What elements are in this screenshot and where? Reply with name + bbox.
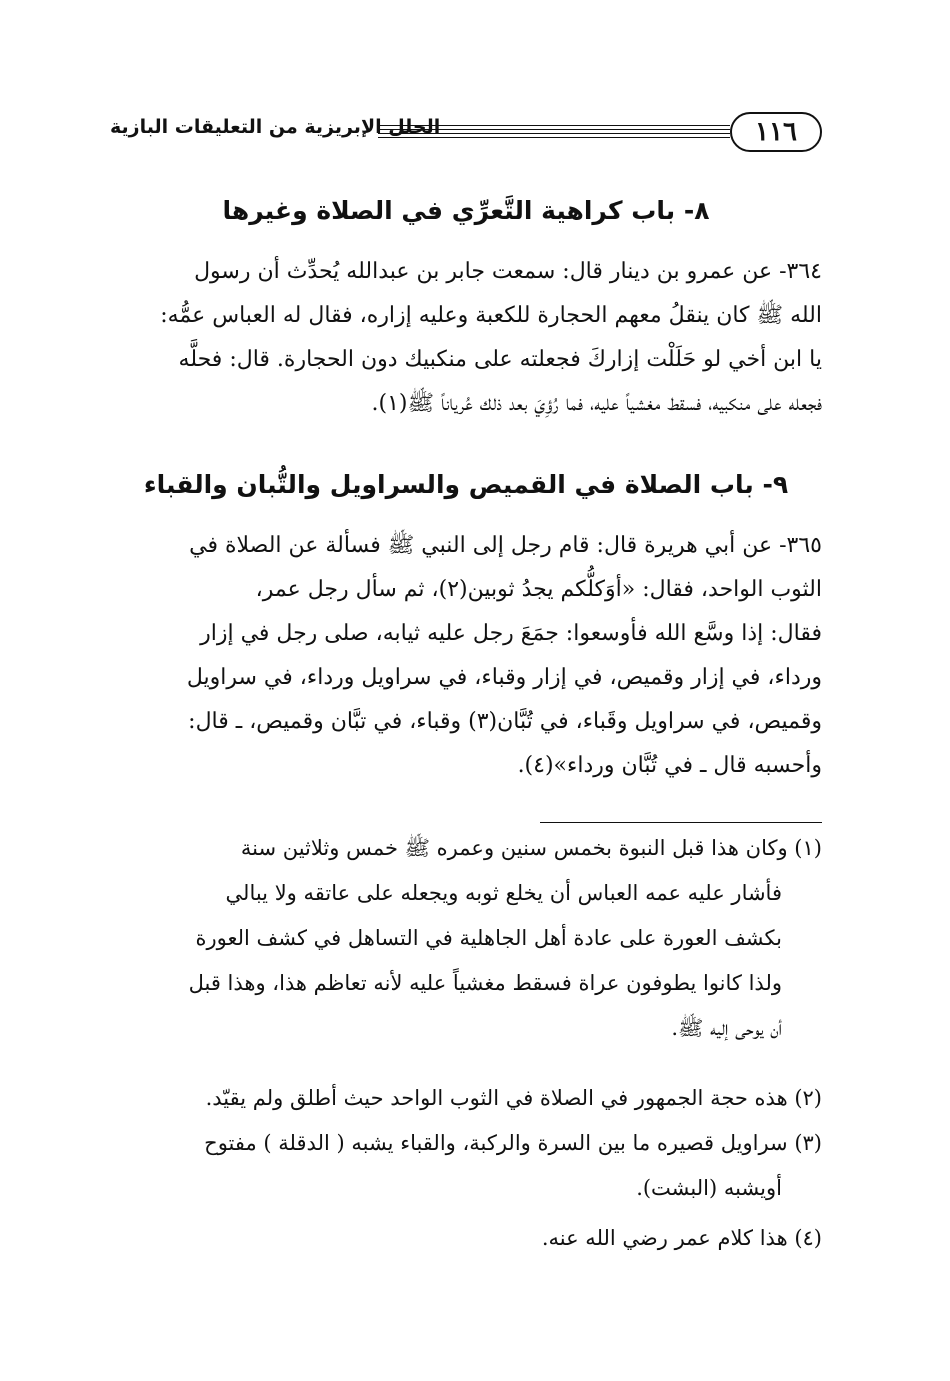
footnote-line: أن يوحى إليه ﷺ. (671, 1016, 782, 1040)
footnote-3 (110, 1121, 822, 1211)
text-line: وأحسبه قال ـ في تُبَّان ورداء»(٤). (517, 753, 822, 778)
text-line: فجعله على منكبيه، فسقط مغشياً عليه، فما رُؤِيَ بعد ذلك عُرياناً ﷺ(١). (371, 391, 822, 416)
chapter-heading-8: ٨- باب كراهية التَّعرِّي في الصلاة وغيرها (222, 196, 710, 225)
text-line: الثوب الواحد، فقال: «أوَكلُّكم يجدُ ثوبين(٢)، ثم سأل رجل عمر، (255, 577, 822, 602)
text-line: وقميص، في سراويل وقَباء، في تُبَّان(٣) وقباء، في تبَّان وقميص، ـ قال: (188, 709, 822, 734)
footnote-4 (110, 1216, 822, 1261)
footnote-2 (110, 1076, 822, 1121)
footnote-line: بكشف العورة على عادة أهل الجاهلية في التساهل في كشف العورة (195, 926, 782, 950)
footnote-line: فأشار عليه عمه العباس أن يخلع ثوبه ويجعله على عاتقه ولا يبالي (225, 881, 782, 905)
chapter-heading-9: ٩- باب الصلاة في القميص والسراويل والتُّبان والقباء (143, 470, 789, 499)
text-line: ٣٦٥- عن أبي هريرة قال: قام رجل إلى النبي ﷺ فسألة عن الصلاة في (189, 533, 822, 558)
footnote-line: أويشبه (البشت). (636, 1176, 782, 1200)
text-line: يا ابن أخي لو حَلَلْت إزاركَ فجعلته على منكبيك دون الحجارة. قال: فحلَّه (178, 347, 822, 372)
hadith-364 (110, 250, 822, 426)
footnote-line: (٢) هذه حجة الجمهور في الصلاة في الثوب الواحد حيث أطلق ولم يقيّد. (205, 1086, 822, 1110)
page-header (110, 112, 822, 156)
footnote-separator (540, 822, 822, 823)
footnote-line: ولذا كانوا يطوفون عراة فسقط مغشياً عليه لأنه تعاظم هذا، وهذا قبل (188, 971, 782, 995)
running-title: الحلل الإبريزية من التعليقات البازية (110, 116, 441, 138)
footnote-line: (٣) سراويل قصيره ما بين السرة والركبة، والقباء يشبه ( الدقلة ) مفتوح (204, 1131, 822, 1155)
page-number-badge: ١١٦ (730, 112, 822, 152)
hadith-365 (110, 524, 822, 788)
footnote-line: (٤) هذا كلام عمر رضي الله عنه. (541, 1226, 822, 1250)
text-line: ٣٦٤- عن عمرو بن دينار قال: سمعت جابر بن عبدالله يُحدِّث أن رسول (194, 259, 822, 284)
footnote-line: (١) وكان هذا قبل النبوة بخمس سنين وعمره ﷺ خمس وثلاثين سنة (240, 836, 822, 860)
text-line: فقال: إذا وسَّع الله فأوسعوا: جمَعَ رجل عليه ثيابه، صلى رجل في إزار (200, 621, 822, 646)
footnote-1 (110, 826, 822, 1051)
text-line: الله ﷺ كان ينقلُ معهم الحجارة للكعبة وعليه إزاره، فقال له العباس عمُّه: (160, 303, 822, 328)
text-line: ورداء، في إزار وقميص، في إزار وقباء، في سراويل ورداء، في سراويل (186, 665, 822, 690)
